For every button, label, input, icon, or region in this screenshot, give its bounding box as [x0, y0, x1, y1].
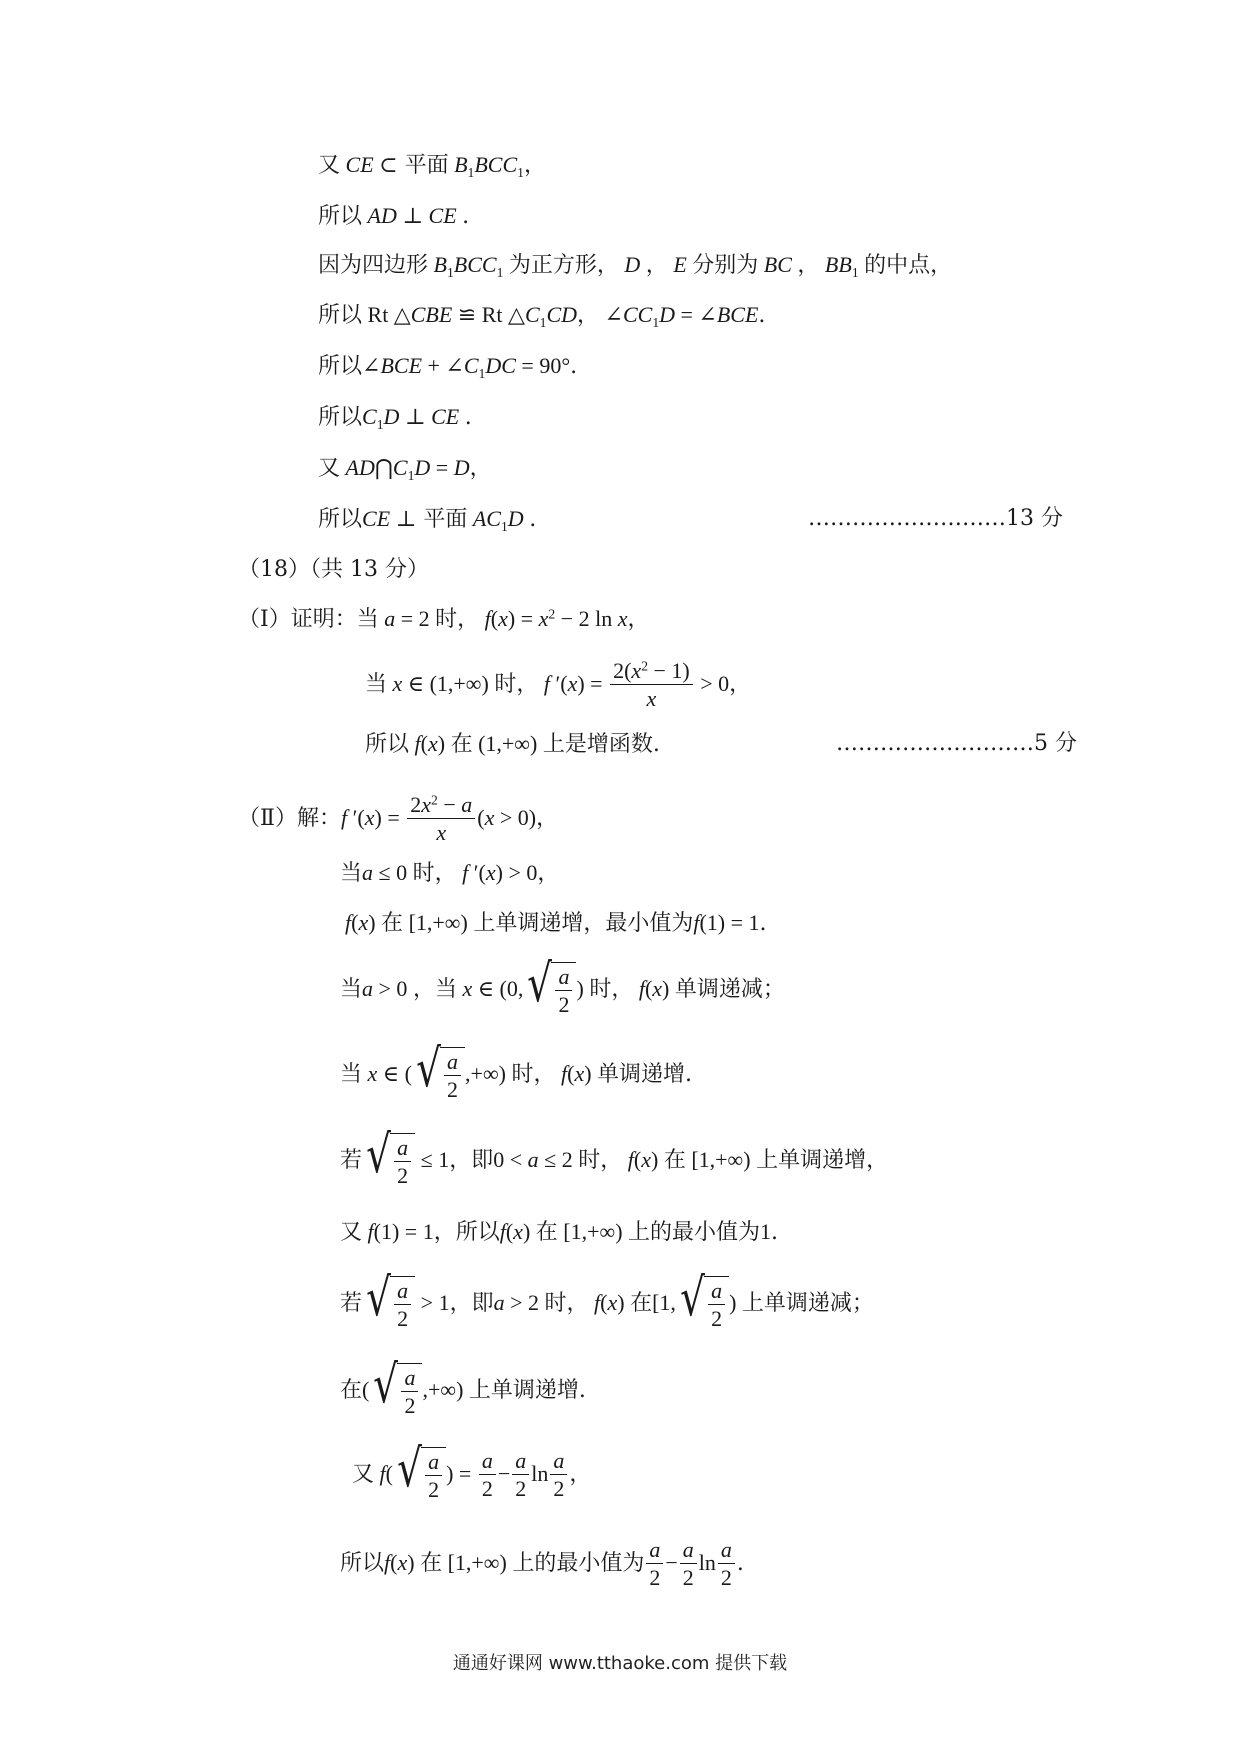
- part-2-line-4: 当a > 0 ，当 x ∈ (0, √ $\frac{a}{2}$ ) 时， f(x) 单调递减；: [340, 954, 785, 1018]
- math-expr: AD: [362, 203, 403, 228]
- square-root: √ $\frac{a}{2}$: [523, 962, 576, 1018]
- square-root: √ $\frac{a}{2}$: [676, 1276, 729, 1332]
- score-marker-5: ………………………5 分: [836, 731, 1077, 756]
- math-expr: $B_1BCC_1$: [448, 152, 524, 180]
- question-header-18: （18）（共 13 分）: [238, 557, 429, 582]
- part-2-line-10: 又 f( √ $\frac{a}{2}$ ) = $\frac{a}{2}$ − $\frac{a}{2}$ ln $\frac{a}{2}$ ，: [352, 1439, 592, 1503]
- part-2-line-1: （Ⅱ）解：f ′(x) = $\frac{2x^2 - a}{x}$ (x > 0)，: [238, 792, 559, 846]
- part-2-line-8: 若 √ $\frac{a}{2}$ > 1，即a > 2 时， f(x) 在[1, √ $\frac{a}{2}$ ) 上单调递减；: [340, 1268, 874, 1332]
- page-footer: 通通好课网 www.tthaoke.com 提供下载: [452, 1653, 788, 1674]
- proof-line-2: 所以 AD ⊥ CE .: [318, 203, 470, 229]
- part-2-line-6: 若 √ $\frac{a}{2}$ ≤ 1，即0 < a ≤ 2 时， f(x) 在 [1,+∞) 上单调递增，: [340, 1125, 889, 1189]
- square-root: √ $\frac{a}{2}$: [369, 1363, 422, 1419]
- proof-line-8: 所以CE ⊥ 平面 $AC_1D$ .: [318, 506, 537, 534]
- math-expr: CE: [340, 152, 380, 177]
- part-2-line-11: 所以f(x) 在 [1,+∞) 上的最小值为 $\frac{a}{2}$ − $\frac{a}{2}$ ln $\frac{a}{2}$ .: [340, 1537, 744, 1591]
- proof-line-4: 所以 Rt △CBE ≌ Rt $\triangle C_1CD$， $\angle CC_1D$ = ∠BCE.: [318, 302, 766, 330]
- square-root: √ $\frac{a}{2}$: [412, 1047, 465, 1103]
- fraction: $\frac{2(x^2 - 1)}{x}$: [610, 658, 693, 712]
- part-2-line-5: 当 x ∈ ( √ $\frac{a}{2}$ ,+∞) 时， f(x) 单调递增.: [340, 1039, 693, 1103]
- part-2-line-2: 当a ≤ 0 时， f ′(x) > 0，: [340, 860, 560, 886]
- proof-line-6: 所以$C_1D$ ⊥ CE .: [318, 404, 472, 432]
- score-marker-13: ………………………13 分: [808, 506, 1063, 531]
- square-root: √ $\frac{a}{2}$: [393, 1447, 446, 1503]
- part-1-line-1: （Ⅰ）证明：当 a = 2 时， $f(x) = x^2 - 2$ ln x，: [238, 606, 650, 632]
- part-1-line-2: 当 x ∈ (1,+∞) 时， f ′(x) = $\frac{2(x^2 - 1)}{x}$ > 0，: [365, 658, 752, 712]
- square-root: √ $\frac{a}{2}$: [362, 1133, 415, 1189]
- proof-line-5: 所以∠BCE + $\angle C_1DC = 90^\circ$.: [318, 353, 578, 381]
- part-2-line-7: 又 f(1) = 1，所以f(x) 在 [1,+∞) 上的最小值为1.: [340, 1219, 779, 1245]
- fraction: $\frac{2x^2 - a}{x}$: [407, 792, 475, 846]
- proof-line-7: 又 $AD⋂C_1D = D$，: [318, 455, 492, 483]
- proof-line-1: 又 CE ⊂ 平面 $B_1BCC_1$，: [318, 152, 546, 180]
- square-root: √ $\frac{a}{2}$: [362, 1276, 415, 1332]
- part-2-line-9: 在( √ $\frac{a}{2}$ ,+∞) 上单调递增.: [340, 1355, 586, 1419]
- part-1-line-3: 所以 f(x) 在 (1,+∞) 上是增函数.: [365, 731, 660, 757]
- proof-line-3: 因为四边形 $B_1BCC_1$ 为正方形， D ， E 分别为 BC ， $BB_1$ 的中点，: [318, 252, 953, 280]
- part-2-line-3: f(x) 在 [1,+∞) 上单调递增，最小值为f(1) = 1.: [345, 910, 767, 936]
